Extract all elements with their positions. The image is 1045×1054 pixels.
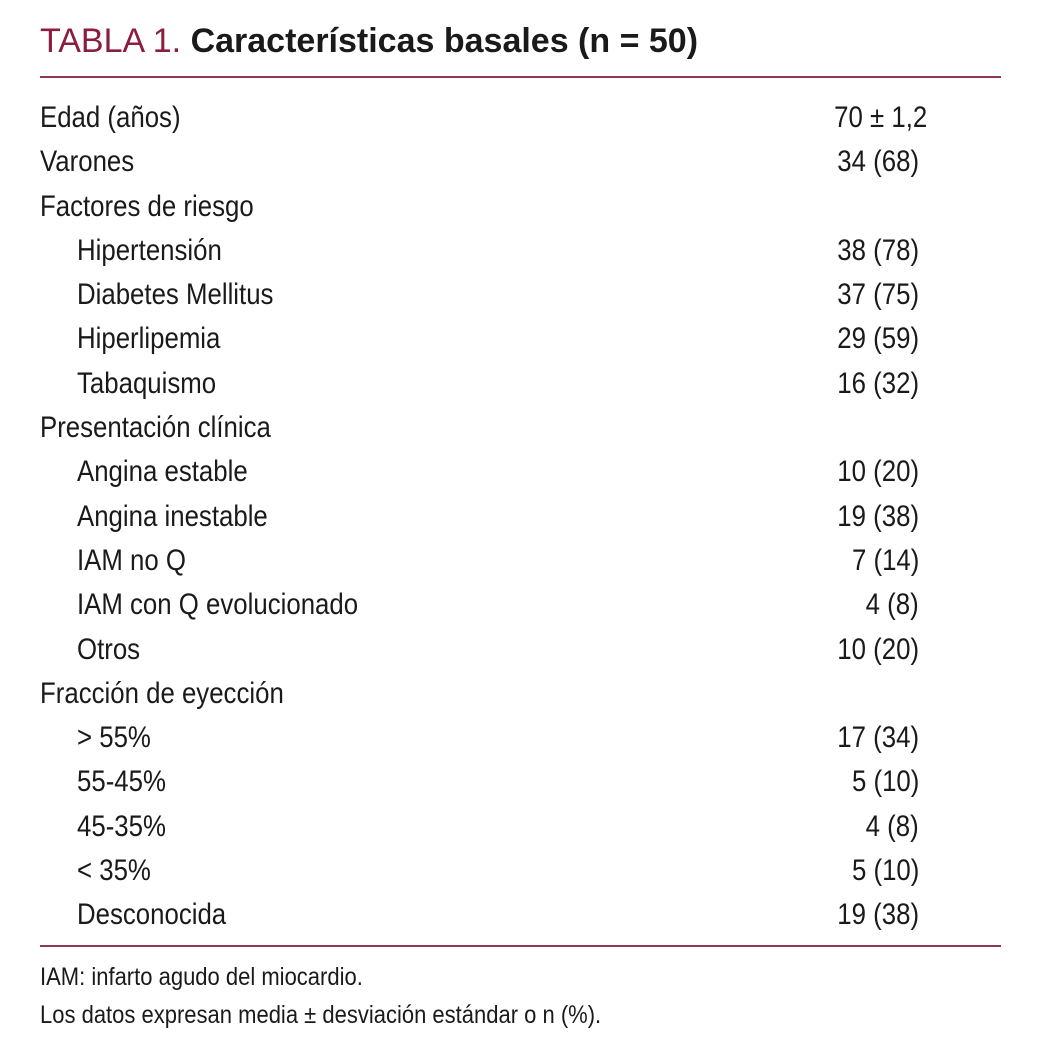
table-row [40, 716, 1001, 760]
row-label: Edad (años) [40, 101, 181, 134]
table-row [40, 96, 1001, 140]
row-label: IAM no Q [77, 543, 186, 577]
row-label: Angina inestable [77, 499, 268, 533]
row-value: 29 (59) [837, 322, 919, 356]
row-label: 55-45% [77, 765, 166, 799]
section-heading-row [40, 672, 1001, 716]
table-row [40, 849, 1001, 893]
table-row [40, 893, 1001, 937]
table-row [40, 362, 1001, 406]
section-heading-row [40, 406, 1001, 450]
row-value: 19 (38) [837, 499, 919, 533]
table-row [40, 495, 1001, 539]
row-value: 70 ± 1,2 [833, 101, 927, 134]
row-label: Tabaquismo [77, 366, 217, 400]
section-heading-row [40, 185, 1001, 229]
row-label: > 55% [77, 721, 151, 755]
row-value: 4 (8) [865, 809, 919, 843]
table-row [40, 760, 1001, 804]
bottom-rule [40, 945, 1001, 947]
table-row [40, 140, 1001, 184]
row-value: 38 (78) [837, 233, 919, 267]
table-body [40, 96, 1001, 938]
section-heading: Presentación clínica [40, 411, 271, 445]
footnote-abbreviation: IAM: infarto agudo del miocardio. [40, 963, 363, 991]
row-label: Varones [40, 145, 135, 179]
row-label: Otros [77, 632, 141, 666]
row-value: 10 (20) [837, 455, 919, 489]
row-value: 7 (14) [851, 543, 919, 577]
table-row [40, 317, 1001, 361]
table-row [40, 583, 1001, 627]
row-value: 19 (38) [837, 898, 919, 932]
row-value: 34 (68) [837, 145, 919, 179]
row-value: 17 (34) [837, 721, 919, 755]
table-row [40, 628, 1001, 672]
row-label: 45-35% [77, 809, 166, 843]
footnote-data-format: Los datos expresan media ± desviación estándar o n (%). [40, 1001, 602, 1029]
row-label: Desconocida [77, 898, 227, 932]
table-label: TABLA 1. [40, 22, 182, 60]
table-title [40, 18, 698, 64]
row-value: 10 (20) [837, 632, 919, 666]
section-heading: Factores de riesgo [40, 189, 254, 223]
row-value: 4 (8) [865, 588, 919, 622]
row-value: 16 (32) [837, 366, 919, 400]
row-value: 37 (75) [837, 278, 919, 312]
row-label: Hiperlipemia [77, 322, 221, 356]
table-row [40, 273, 1001, 317]
row-label: < 35% [77, 854, 151, 888]
row-label: Diabetes Mellitus [77, 278, 274, 312]
row-value: 5 (10) [851, 765, 919, 799]
table-footnotes [40, 958, 678, 1034]
table-caption: Características basales (n = 50) [190, 22, 699, 60]
table-row [40, 805, 1001, 849]
top-rule [40, 76, 1001, 78]
row-label: Hipertensión [77, 233, 222, 267]
row-label: Angina estable [77, 455, 248, 489]
table-row [40, 450, 1001, 494]
section-heading: Fracción de eyección [40, 676, 284, 710]
row-value: 5 (10) [851, 854, 919, 888]
row-label: IAM con Q evolucionado [77, 588, 359, 622]
table-row [40, 539, 1001, 583]
table-row [40, 229, 1001, 273]
